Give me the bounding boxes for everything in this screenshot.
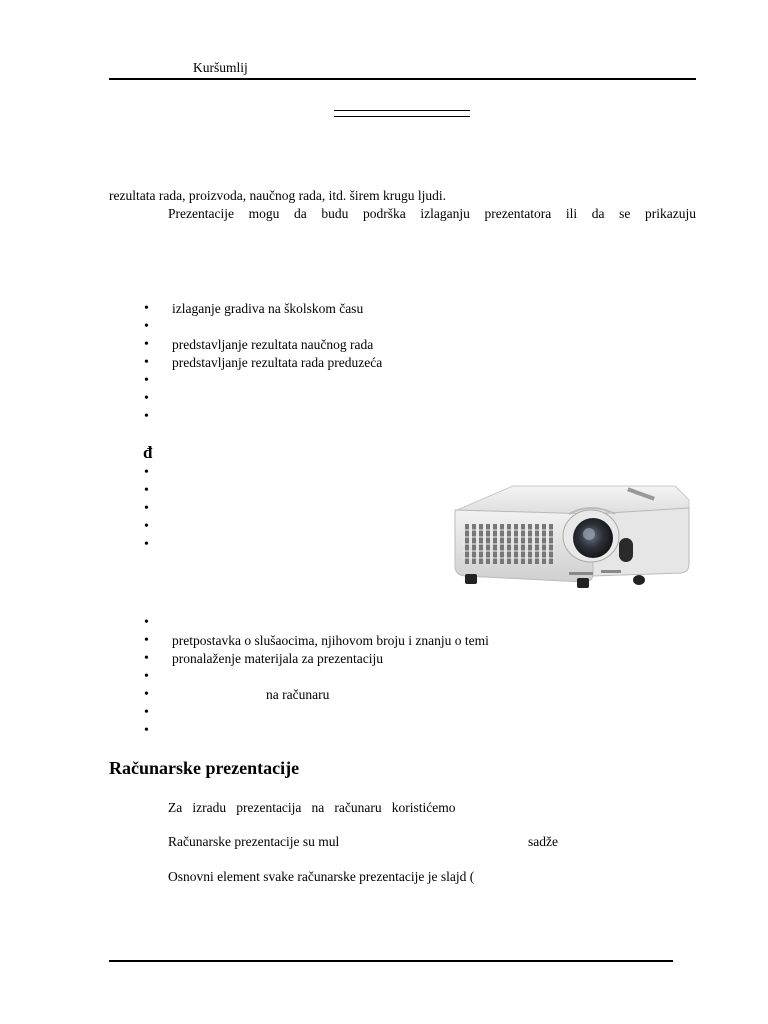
projector-image	[443, 474, 694, 598]
section-para-2b: sadže	[528, 834, 558, 849]
header-rule	[109, 78, 696, 80]
intro-line-2: Prezentacije mogu da budu podrška izlaganju prezentatora ili da se prikazuju	[168, 206, 696, 221]
section-para-3: Osnovni element svake računarske prezentacije je slajd (	[168, 869, 475, 884]
intro-line-1: rezultata rada, proizvoda, naučnog rada, itd. širem krugu ljudi.	[109, 188, 447, 203]
page-header: Kuršumlij	[193, 60, 248, 75]
list-2-marker: đ	[143, 443, 153, 462]
projector-icon	[443, 474, 694, 598]
section-para-2a: Računarske prezentacije su mul	[168, 834, 340, 849]
footer-rule	[109, 960, 673, 962]
section-para-1: Za izradu prezentacija na računaru koristićemo	[168, 800, 456, 815]
section-title: Računarske prezentacije	[109, 758, 300, 778]
title-double-underline	[334, 110, 470, 117]
